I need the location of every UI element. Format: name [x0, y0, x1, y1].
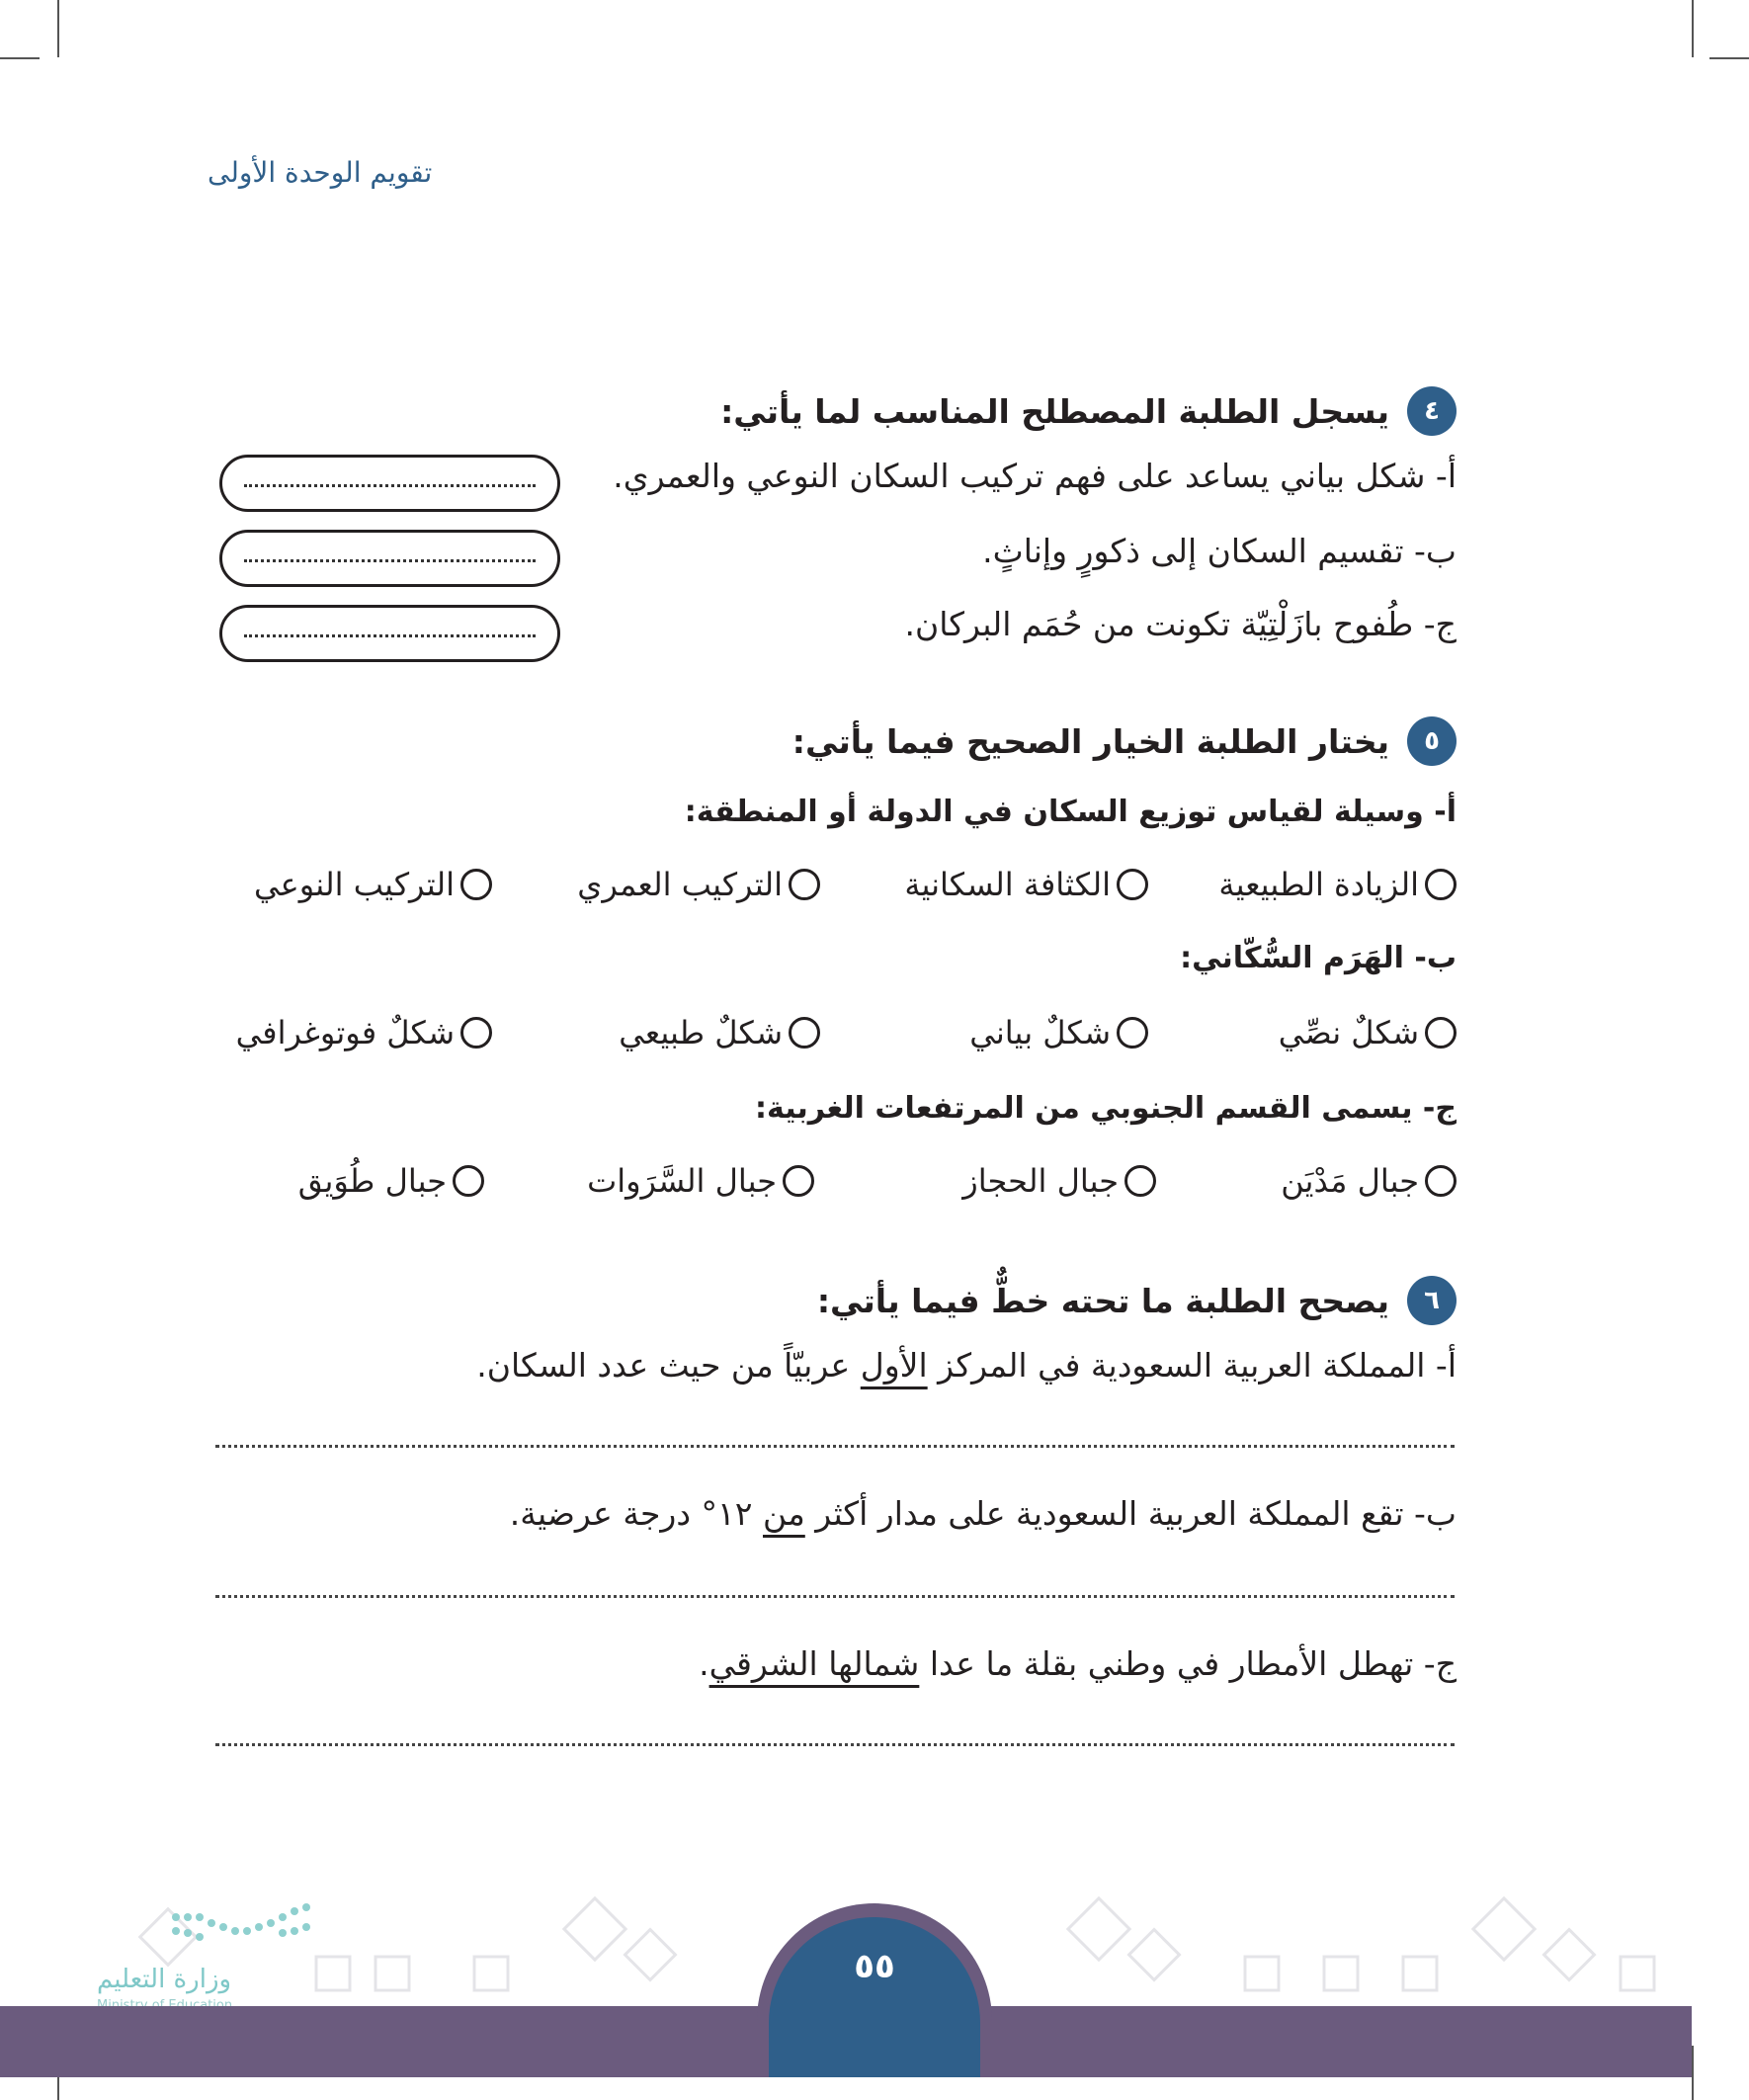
question-title: يصحح الطلبة ما تحته خطٌّ فيما يأتي:: [816, 1281, 1389, 1320]
logo-text: وزارة التعليم: [97, 1965, 232, 1994]
underlined-term: شمالها الشرقي: [708, 1644, 920, 1683]
radio-circle[interactable]: [1425, 1017, 1457, 1049]
question-6-header: [817, 1273, 1457, 1328]
question-6-item-c: ج- تهطل الأمطار في وطني بقلة ما عدا شمالها الشرقي.: [699, 1644, 1457, 1683]
radio-circle[interactable]: [789, 1017, 820, 1049]
question-number-badge: ٤: [1407, 386, 1457, 436]
answer-field[interactable]: [219, 455, 560, 512]
crop-mark: [1692, 0, 1694, 57]
question-5-prompt-b: ب- الهَرَم السُّكّاني:: [1180, 941, 1457, 975]
radio-option[interactable]: التركيب النوعي: [254, 866, 492, 903]
question-number-badge: ٦: [1407, 1276, 1457, 1325]
question-4-header: [720, 383, 1457, 439]
question-title: يختار الطلبة الخيار الصحيح فيما يأتي:: [791, 721, 1389, 761]
radio-option[interactable]: الكثافة السكانية: [904, 866, 1148, 903]
answer-field[interactable]: [219, 530, 560, 587]
radio-circle[interactable]: [1425, 869, 1457, 900]
answer-line[interactable]: [215, 1445, 1455, 1448]
radio-circle[interactable]: [453, 1165, 484, 1197]
question-5-header: [792, 714, 1457, 769]
radio-option[interactable]: جبال مَدْيَن: [1281, 1162, 1457, 1200]
page-header: تقويم الوحدة الأولى: [208, 156, 433, 189]
radio-circle[interactable]: [1117, 869, 1148, 900]
radio-option[interactable]: جبال الحجاز: [962, 1162, 1156, 1200]
radio-circle[interactable]: [1425, 1165, 1457, 1197]
radio-option[interactable]: جبال السَّرَوات: [587, 1162, 814, 1200]
radio-circle[interactable]: [1124, 1165, 1156, 1197]
radio-option[interactable]: شكلٌ نصِّي: [1279, 1014, 1457, 1051]
question-6-item-a: أ- المملكة العربية السعودية في المركز الأول عربيّاً من حيث عدد السكان.: [476, 1346, 1457, 1385]
radio-circle[interactable]: [789, 869, 820, 900]
radio-option[interactable]: شكلٌ فوتوغرافي: [236, 1014, 492, 1051]
crop-mark: [1692, 2046, 1694, 2100]
question-4-item-b: ب- تقسيم السكان إلى ذكورٍ وإناثٍ.: [982, 532, 1457, 570]
question-4-item-c: ج- طُفوح بازَلْتِيّة تكونت من حُمَم البركان.: [904, 605, 1457, 643]
question-4-item-a: أ- شكل بياني يساعد على فهم تركيب السكان النوعي والعمري.: [613, 457, 1457, 495]
underlined-term: الأول: [860, 1346, 928, 1385]
page-number: ٥٥: [854, 1947, 895, 1986]
logo-dots-icon: [166, 1897, 324, 1957]
radio-circle[interactable]: [783, 1165, 814, 1197]
crop-mark: [57, 0, 59, 57]
question-6-item-b: ب- تقع المملكة العربية السعودية على مدار أكثر من ١٢° درجة عرضية.: [509, 1494, 1457, 1533]
radio-option[interactable]: التركيب العمري: [577, 866, 820, 903]
answer-field[interactable]: [219, 605, 560, 662]
underlined-term: من: [762, 1494, 805, 1533]
question-title: يسجل الطلبة المصطلح المناسب لما يأتي:: [720, 391, 1389, 431]
answer-line[interactable]: [215, 1595, 1455, 1598]
crop-mark: [0, 57, 40, 59]
crop-mark: [1709, 57, 1749, 59]
radio-circle[interactable]: [460, 869, 492, 900]
ministry-logo: [97, 1897, 324, 2016]
radio-option[interactable]: شكلٌ طبيعي: [619, 1014, 820, 1051]
question-5-prompt-c: ج- يسمى القسم الجنوبي من المرتفعات الغربية:: [755, 1091, 1457, 1126]
answer-line[interactable]: [215, 1743, 1455, 1746]
question-number-badge: ٥: [1407, 716, 1457, 766]
radio-option[interactable]: شكلٌ بياني: [969, 1014, 1148, 1051]
radio-option[interactable]: جبال طُوَيق: [298, 1162, 484, 1200]
radio-circle[interactable]: [1117, 1017, 1148, 1049]
radio-option[interactable]: الزيادة الطبيعية: [1218, 866, 1457, 903]
radio-circle[interactable]: [460, 1017, 492, 1049]
question-5-prompt-a: أ- وسيلة لقياس توزيع السكان في الدولة أو المنطقة:: [684, 795, 1457, 829]
